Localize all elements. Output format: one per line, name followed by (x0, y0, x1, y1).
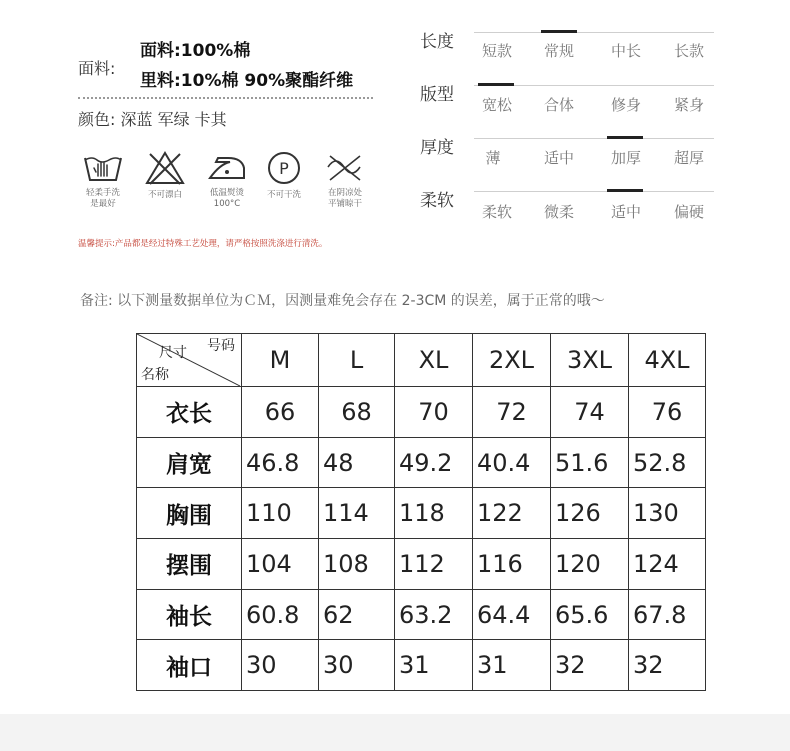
table-cell: 70 (395, 387, 473, 438)
column-header: 2XL (473, 334, 551, 387)
table-cell: 30 (242, 640, 319, 691)
care-caption: 不可干洗 (266, 190, 301, 200)
fabric-label: 面料: (78, 59, 116, 78)
care-no-bleach (134, 150, 196, 201)
measurement-note: 备注: 以下测量数据单位为ＣＭ，因测量难免会存在 2-3CM 的误差，属于正常的哦～ (80, 293, 605, 309)
attr-fit-marker (478, 83, 514, 86)
table-cell: 32 (551, 640, 629, 691)
corner-size-label: 尺寸 (159, 345, 187, 361)
table-cell: 120 (551, 539, 629, 590)
table-row (137, 539, 706, 590)
table-cell: 130 (629, 488, 706, 539)
column-header: M (242, 334, 319, 387)
table-cell: 76 (629, 387, 706, 438)
table-cell: 60.8 (242, 589, 319, 640)
table-row (137, 437, 706, 488)
table-cell: 63.2 (395, 589, 473, 640)
attr-option: 修身 (610, 96, 641, 114)
row-header: 袖口 (137, 640, 242, 691)
attr-length-label: 长度 (420, 32, 454, 52)
attr-scale-line (474, 191, 714, 192)
table-cell: 110 (242, 488, 319, 539)
attr-option: 适中 (610, 203, 641, 221)
attr-scale-line (474, 138, 714, 139)
table-cell: 51.6 (551, 437, 629, 488)
table-cell: 62 (319, 589, 395, 640)
no-bleach-icon (144, 150, 186, 186)
no-dry-clean-icon (263, 150, 305, 186)
table-cell: 104 (242, 539, 319, 590)
attr-option: 常规 (543, 42, 574, 60)
table-cell: 126 (551, 488, 629, 539)
care-caption: 在阴凉处 平铺晾干 (327, 188, 362, 209)
attr-option: 紧身 (673, 96, 704, 114)
table-cell: 108 (319, 539, 395, 590)
table-cell: 40.4 (473, 437, 551, 488)
care-caption: 不可漂白 (147, 190, 182, 200)
attr-thickness-label: 厚度 (420, 138, 454, 158)
table-cell: 32 (629, 640, 706, 691)
svg-text:P: P (279, 159, 289, 178)
corner-name-label: 名称 (141, 367, 169, 383)
attr-thickness-marker (607, 136, 643, 139)
table-cell: 68 (319, 387, 395, 438)
table-cell: 124 (629, 539, 706, 590)
table-cell: 48 (319, 437, 395, 488)
table-cell: 64.4 (473, 589, 551, 640)
attr-softness-label: 柔软 (420, 191, 454, 211)
table-cell: 67.8 (629, 589, 706, 640)
row-header: 肩宽 (137, 437, 242, 488)
attr-fit-label: 版型 (420, 85, 454, 105)
care-warning: 温馨提示:产品都是经过特殊工艺处理，请严格按照洗涤进行清洗。 (78, 239, 328, 249)
table-cell: 122 (473, 488, 551, 539)
table-row (137, 387, 706, 438)
row-header: 胸围 (137, 488, 242, 539)
care-caption: 轻柔手洗 是最好 (85, 188, 120, 209)
table-cell: 30 (319, 640, 395, 691)
shade-dry-icon (324, 150, 366, 184)
table-row (137, 488, 706, 539)
bottom-band (0, 714, 790, 751)
corner-code-label: 号码 (207, 338, 235, 354)
table-cell: 31 (395, 640, 473, 691)
table-cell: 49.2 (395, 437, 473, 488)
fabric-lining: 里料:10%棉 90%聚酯纤维 (140, 71, 354, 91)
attr-option: 微柔 (543, 203, 574, 221)
table-corner-cell (137, 334, 242, 387)
table-cell: 114 (319, 488, 395, 539)
attr-softness-marker (607, 189, 643, 192)
care-low-iron (196, 150, 258, 210)
table-cell: 72 (473, 387, 551, 438)
color-options: 颜色: 深蓝 军绿 卡其 (78, 110, 227, 129)
table-row (137, 589, 706, 640)
row-header: 衣长 (137, 387, 242, 438)
table-cell: 118 (395, 488, 473, 539)
attr-length-marker (541, 30, 577, 33)
column-header: 4XL (629, 334, 706, 387)
attr-option: 短款 (481, 42, 512, 60)
row-header: 袖长 (137, 589, 242, 640)
table-cell: 31 (473, 640, 551, 691)
fabric-outer: 面料:100%棉 (140, 41, 251, 61)
attr-option: 中长 (610, 42, 641, 60)
table-cell: 65.6 (551, 589, 629, 640)
attr-option: 适中 (543, 149, 574, 167)
attr-option: 长款 (673, 42, 704, 60)
table-cell: 74 (551, 387, 629, 438)
table-header-row (137, 334, 706, 387)
attr-scale-line (474, 32, 714, 33)
care-caption: 低温熨烫 100°C (209, 188, 244, 209)
hand-wash-icon (82, 150, 124, 184)
attr-option: 偏硬 (673, 203, 704, 221)
column-header: XL (395, 334, 473, 387)
table-cell: 112 (395, 539, 473, 590)
table-row (137, 640, 706, 691)
size-table (136, 333, 706, 691)
attr-option: 柔软 (481, 203, 512, 221)
care-shade-dry (314, 150, 376, 210)
table-cell: 66 (242, 387, 319, 438)
low-iron-icon (206, 150, 248, 184)
column-header: 3XL (551, 334, 629, 387)
table-cell: 52.8 (629, 437, 706, 488)
attr-option: 加厚 (610, 149, 641, 167)
care-no-dry-clean (253, 150, 315, 201)
row-header: 摆围 (137, 539, 242, 590)
table-cell: 46.8 (242, 437, 319, 488)
attr-option: 宽松 (481, 96, 512, 114)
care-hand-wash (72, 150, 134, 210)
attr-option: 合体 (543, 96, 574, 114)
column-header: L (319, 334, 395, 387)
attr-option: 超厚 (673, 149, 704, 167)
divider (78, 97, 373, 99)
table-cell: 116 (473, 539, 551, 590)
attr-option: 薄 (485, 149, 501, 167)
